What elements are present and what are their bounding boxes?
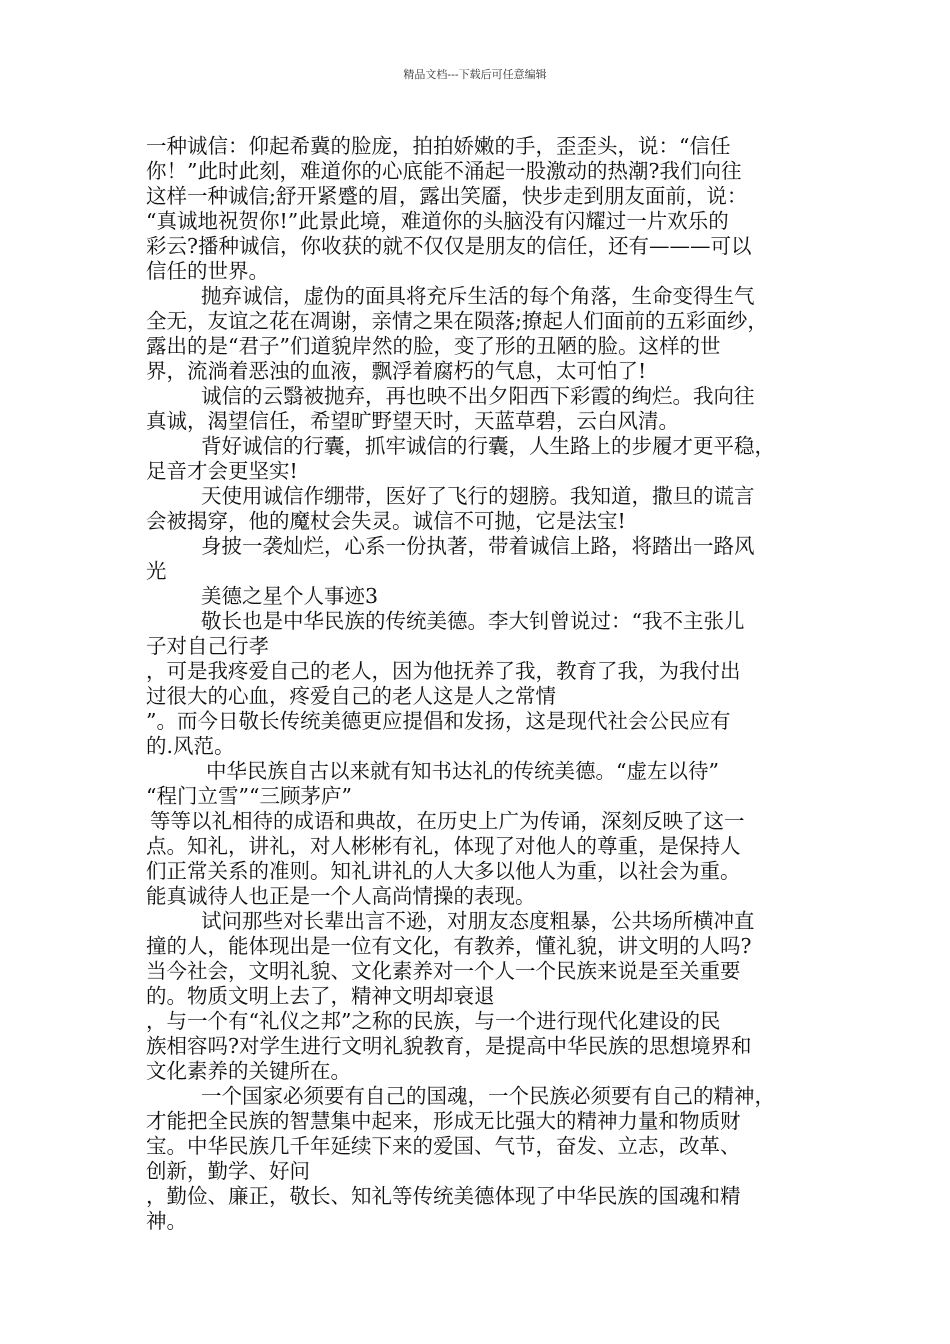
text-line: 子对自己行孝 <box>146 634 269 658</box>
text-line: 信任的世界。 <box>146 259 269 283</box>
text-line: 等等以礼相待的成语和典故，在历史上广为传诵，深刻反映了这一 <box>150 809 745 833</box>
text-line: 会被揭穿，他的魔杖会失灵。诚信不可抛，它是法宝! <box>146 509 626 533</box>
text-line: 才能把全民族的智慧集中起来，形成无比强大的精神力量和物质财 <box>146 1109 741 1133</box>
text-line: 抛弃诚信，虚伪的面具将充斥生活的每个角落，生命变得生气 <box>201 284 755 308</box>
text-line: ”。而今日敬长传统美德更应提倡和发扬，这是现代社会公民应有 <box>146 709 731 733</box>
text-line: “真诚地祝贺你!”此景此境，难道你的头脑没有闪耀过一片欢乐的 <box>146 209 729 233</box>
text-line: 一种诚信：仰起希冀的脸庞，拍拍娇嫩的手，歪歪头，说：“信任 <box>146 134 731 158</box>
text-line: 这样一种诚信;舒开紧蹙的眉，露出笑靥，快步走到朋友面前，说： <box>146 184 748 208</box>
text-line: 诚信的云翳被抛弃，再也映不出夕阳西下彩霞的绚烂。我向往 <box>201 384 755 408</box>
text-line: 真诚，渴望信任，希望旷野望天时，天蓝草碧，云白风清。 <box>146 409 679 433</box>
text-line: 光 <box>146 559 167 583</box>
text-line: 足音才会更坚实! <box>146 459 298 483</box>
text-line: 能真诚待人也正是一个人高尚情操的表现。 <box>146 884 536 908</box>
text-line: 的。物质文明上去了，精神文明却衰退 <box>146 984 495 1008</box>
text-line: 文化素养的关键所在。 <box>146 1059 351 1083</box>
text-line: ，与一个有“礼仪之邦”之称的民族，与一个进行现代化建设的民 <box>146 1009 721 1033</box>
text-line: ，勤俭、廉正，敬长、知礼等传统美德体现了中华民族的国魂和精 <box>146 1184 741 1208</box>
text-line: 撞的人，能体现出是一位有文化，有教养，懂礼貌，讲文明的人吗? <box>146 934 752 958</box>
text-line: 敬长也是中华民族的传统美德。李大钊曾说过：“我不主张儿 <box>201 609 745 633</box>
text-line: 们正常关系的准则。知礼讲礼的人大多以他人为重，以社会为重。 <box>146 859 741 883</box>
text-line: 点。知礼，讲礼，对人彬彬有礼，体现了对他人的尊重，是保持人 <box>146 834 741 858</box>
text-line: 彩云?播种诚信，你收获的就不仅仅是朋友的信任，还有———可以 <box>146 234 752 258</box>
text-line: 中华民族自古以来就有知书达礼的传统美德。“虚左以待” <box>206 759 719 783</box>
text-line: 天使用诚信作绷带，医好了飞行的翅膀。我知道，撒旦的谎言 <box>201 484 755 508</box>
text-line: “程门立雪”“三顾茅庐” <box>146 784 352 808</box>
text-line: 过很大的心血，疼爱自己的老人这是人之常情 <box>146 684 556 708</box>
text-line: 宝。中华民族几千年延续下来的爱国、气节，奋发、立志，改革、 <box>146 1134 741 1158</box>
text-line: 创新，勤学、好问 <box>146 1159 310 1183</box>
text-line: 当今社会，文明礼貌、文化素养对一个人一个民族来说是至关重要 <box>146 959 741 983</box>
text-line: 一个国家必须要有自己的国魂，一个民族必须要有自己的精神， <box>201 1084 775 1108</box>
page-header: 精品文档---下载后可任意编辑 <box>403 68 547 81</box>
text-line: ，可是我疼爱自己的老人，因为他抚养了我，教育了我，为我付出 <box>146 659 741 683</box>
text-line: 神。 <box>146 1209 187 1233</box>
text-line: 族相容吗?对学生进行文明礼貌教育，是提高中华民族的思想境界和 <box>146 1034 752 1058</box>
text-line: 全无，友谊之花在凋谢，亲情之果在陨落;撩起人们面前的五彩面纱， <box>146 309 768 333</box>
text-line: 界，流淌着恶浊的血液，飘浮着腐朽的气息，太可怕了! <box>146 359 647 383</box>
text-line: 身披一袭灿烂，心系一份执著，带着诚信上路，将踏出一路风 <box>201 534 755 558</box>
text-line: 你！”此时此刻，难道你的心底能不涌起一股激动的热潮?我们向往 <box>146 159 742 183</box>
section-title: 美德之星个人事迹3 <box>201 584 379 608</box>
text-line: 的.风范。 <box>146 734 235 758</box>
text-line: 背好诚信的行囊，抓牢诚信的行囊，人生路上的步履才更平稳， <box>201 434 775 458</box>
text-line: 试问那些对长辈出言不逊，对朋友态度粗暴，公共场所横冲直 <box>201 909 755 933</box>
text-line: 露出的是“君子”们道貌岸然的脸，变了形的丑陋的脸。这样的世 <box>146 334 721 358</box>
